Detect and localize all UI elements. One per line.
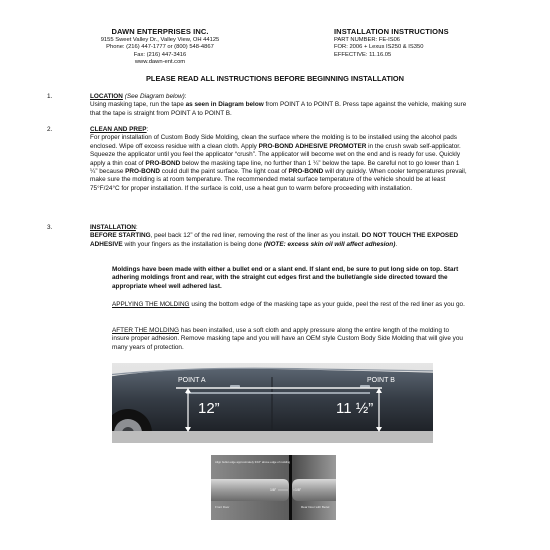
section-body bbox=[90, 232, 468, 249]
body-text: with your fingers as the installation is being done bbox=[122, 240, 264, 248]
rear-height-label: 11 ½” bbox=[336, 400, 374, 417]
body-text: . bbox=[395, 240, 398, 248]
molding-end-illustration bbox=[211, 455, 336, 520]
point-a-label: POINT A bbox=[178, 377, 206, 384]
company-phone: Phone: (216) 447-1777 or (800) 548-4867 bbox=[106, 44, 214, 51]
body-text: For proper installation of Custom Body Side Molding, clean the surface where the molding is to be installed using the alcohol pads enclosed. Wipe off excess residue with a clean cloth. Apply bbox=[90, 134, 457, 150]
body-text: will dry quickly. When cooler temperatures prevail, make sure the molding is at room temperature. The recommended metal surface temperature of the vehicle should be at least 75°F/24°C for proper installation. If the surface is cold, use a heat gun to warm before proceeding with installation. bbox=[90, 168, 467, 192]
section-body bbox=[90, 134, 468, 193]
after-heading: AFTER THE MOLDING bbox=[112, 327, 179, 334]
body-text: could dull the paint surface. The light coat of bbox=[159, 168, 289, 176]
section-heading-line bbox=[90, 224, 468, 232]
effective-date: EFFECTIVE: 11.16.05 bbox=[334, 51, 392, 58]
front-height-label: 12” bbox=[198, 400, 220, 417]
body-text: below the masking tape line, no further than 1 ¼” below the tape. Be careful not to go lower than 1 ¼” because bbox=[90, 159, 460, 176]
company-website: www.dawn-ent.com bbox=[134, 59, 186, 66]
section-heading: INSTALLATION bbox=[90, 224, 136, 231]
front-door-label: Front Door bbox=[215, 505, 230, 509]
after-text: has been installed, use a soft cloth and apply pressure along the entire length of the molding to insure proper adhesion. Remove masking tape and you will have an OEM style Custom Body Side Molding that will give you many years of protection. bbox=[112, 327, 463, 351]
company-block bbox=[80, 27, 240, 67]
heading-note: (See Diagram below) bbox=[124, 93, 185, 100]
company-fax: Fax: (216) 447-3416 bbox=[133, 51, 187, 58]
section-heading-line bbox=[90, 93, 468, 101]
section-number: 3. bbox=[47, 224, 53, 231]
section-heading: LOCATION bbox=[90, 93, 123, 100]
body-text: in the crush swab self-applicator. Squeeze the applicator until you feel the applicator “crush”. The applicator will become wet on the end and is ready for use. Quickly apply a thin coat of bbox=[90, 142, 461, 167]
point-b-label: POINT B bbox=[367, 377, 395, 384]
body-bold: PRO-BOND ADHESIVE PROMOTER bbox=[258, 142, 367, 150]
section-heading-line bbox=[90, 126, 468, 134]
moldings-paragraph: Moldings have been made with either a bullet end or a slant end. If slant end, be sure to put long side on top. Start adhering moldings front and rear, with the straight cut edges first and the bullet/angle side directed toward the appropriate wheel well adhered last. bbox=[112, 266, 459, 290]
door-gap bbox=[289, 455, 292, 520]
section-heading: CLEAN AND PREP bbox=[90, 126, 147, 133]
section-number: 2. bbox=[47, 126, 53, 133]
body-text: , peel back 12” of the red liner, removing the rest of the liner as you install. bbox=[150, 232, 362, 240]
front-molding-end bbox=[211, 479, 289, 501]
section-location bbox=[47, 93, 468, 118]
body-text: from POINT A to POINT B. Press tape against the vehicle, making sure that the tape is straight from POINT A to POINT B. bbox=[90, 101, 467, 117]
body-bold: DO NOT TOUCH THE EXPOSED ADHESIVE bbox=[90, 232, 459, 248]
applying-paragraph bbox=[112, 301, 468, 309]
document-info bbox=[334, 27, 494, 59]
section-installation bbox=[47, 224, 468, 249]
body-bold: as seen in Diagram below bbox=[185, 101, 264, 109]
car-side-illustration bbox=[112, 363, 433, 443]
applying-text: using the bottom edge of the masking tape as your guide, peel the rest of the red liner as you go. bbox=[189, 301, 465, 308]
gap-label-right: 1/8" bbox=[295, 488, 302, 492]
section-number: 1. bbox=[47, 93, 53, 100]
body-bold: BEFORE STARTING bbox=[90, 232, 151, 240]
rear-door-label: Rear Door with Bezel bbox=[301, 505, 330, 509]
body-bold: PRO-BOND bbox=[125, 168, 160, 176]
vehicle-fitment: FOR: 2006 + Lexus IS250 & IS350 bbox=[334, 44, 424, 51]
applying-heading: APPLYING THE MOLDING bbox=[112, 301, 190, 308]
section-clean-prep bbox=[47, 126, 468, 193]
molding-end-detail bbox=[211, 455, 336, 520]
section-body bbox=[90, 101, 468, 118]
after-paragraph bbox=[112, 327, 468, 352]
main-title: PLEASE READ ALL INSTRUCTIONS BEFORE BEGINNING INSTALLATION bbox=[146, 74, 404, 83]
company-name: DAWN ENTERPRISES INC. bbox=[111, 27, 209, 36]
heading-colon: : bbox=[135, 224, 138, 231]
heading-colon: : bbox=[146, 126, 149, 133]
document-title: INSTALLATION INSTRUCTIONS bbox=[334, 27, 449, 36]
car-side-diagram bbox=[112, 363, 433, 443]
body-bold: PRO-BOND bbox=[145, 159, 181, 167]
detail-caption: Align bullet edge approximately 3/16" above edge of molding bbox=[215, 460, 291, 464]
company-address: 9155 Sweet Valley Dr., Valley View, OH 44125 bbox=[100, 37, 220, 43]
ground bbox=[112, 431, 433, 443]
body-text: Using masking tape, run the tape bbox=[90, 101, 186, 109]
part-number: PART NUMBER: FE-IS06 bbox=[334, 37, 401, 43]
gap-label-left: 1/8" bbox=[270, 488, 277, 492]
body-bold-italic: (NOTE: excess skin oil will affect adhesion) bbox=[263, 240, 396, 248]
body-bold: PRO-BOND bbox=[288, 168, 324, 176]
heading-colon: : bbox=[184, 93, 187, 100]
